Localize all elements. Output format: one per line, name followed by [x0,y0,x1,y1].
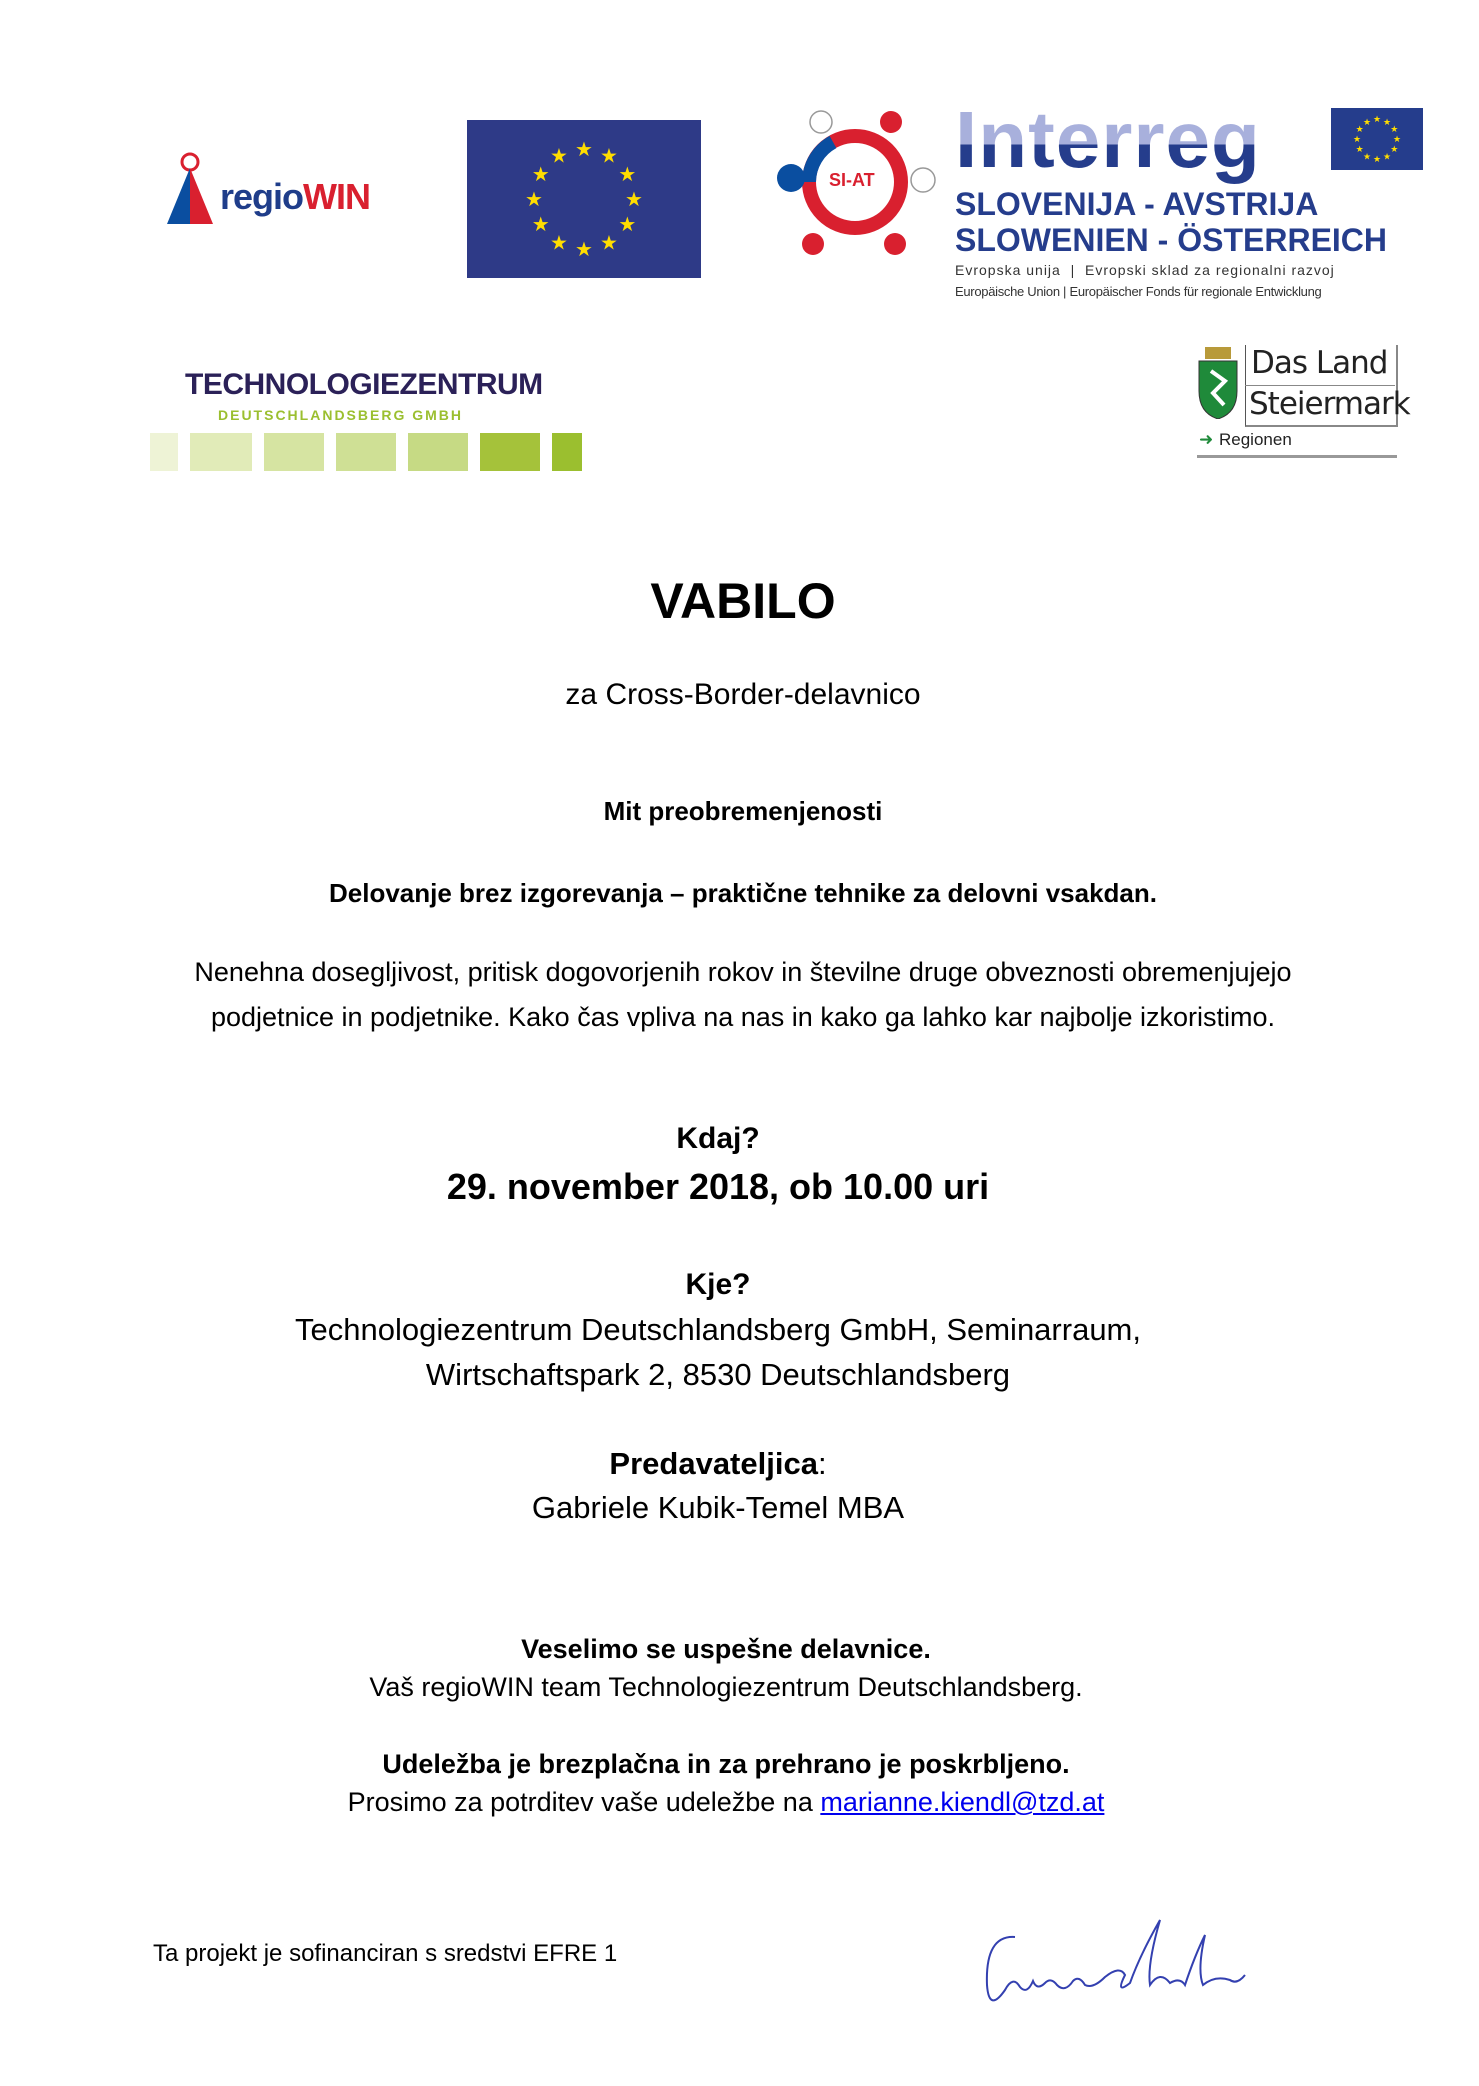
speaker-colon: : [817,1446,827,1481]
eu-star-icon: ★ [550,232,568,255]
intro-line-2: podjetnice in podjetnike. Kako čas vpliva na nas in kako ga lahko kar najbolje izkoristimo. [210,1002,1276,1032]
eu-star-icon: ★ [600,145,618,168]
eu-star-icon: ★ [618,214,637,236]
interreg-line2: SLOWENIEN - ÖSTERREICH [955,222,1388,258]
eu-star-icon: ★ [575,139,593,161]
topic: Mit preobremenjenosti [603,796,883,826]
interreg-eu-flag-icon [1331,108,1423,170]
eu-star-icon: ★ [575,239,593,261]
eu-star-icon: ★ [600,232,618,255]
eu-star-icon: ★ [1355,124,1364,135]
interreg-line1: SLOVENIJA - AVSTRIJA [955,186,1319,222]
subtitle: za Cross-Border-delavnico [565,678,921,711]
interreg-line3: Evropska unija | Evropski sklad za regionalni razvoj [955,262,1335,278]
technologiezentrum-logo [150,365,585,475]
eu-star-icon: ★ [531,164,550,186]
where-line-2: Wirtschaftspark 2, 8530 Deutschlandsberg [425,1357,1011,1392]
eu-star-icon: ★ [1355,144,1364,155]
eu-star-icon: ★ [1390,144,1399,155]
eu-star-icon: ★ [1382,151,1392,162]
when-value: 29. november 2018, ob 10.00 uri [446,1166,990,1207]
intro-line-1: Nenehna dosegljivost, pritisk dogovorjenih rokov in številne druge obveznosti obremenjujejo [194,957,1292,987]
participation-bold: Udeležba je brezplačna in za prehrano je poskrbljeno. [382,1749,1070,1779]
eu-star-icon: ★ [1382,116,1392,127]
interreg-line4: Europäische Union | Europäischer Fonds für regionale Entwicklung [955,284,1322,299]
steiermark-logo [1197,345,1410,460]
eu-star-icon: ★ [525,189,543,211]
steiermark-line1: Das Land [1251,345,1388,381]
email-link[interactable]: marianne.kiendl@tzd.at [820,1787,1105,1817]
arrow-right-icon: ➜ [1199,430,1214,449]
participation-text: Prosimo za potrditev vaše udeležbe na [347,1787,821,1817]
tzd-line1: TECHNOLOGIEZENTRUM [185,368,543,401]
steiermark-line3: Regionen [1219,430,1292,449]
eu-star-icon: ★ [625,189,643,211]
eu-star-icon: ★ [1362,151,1372,162]
closing-text: Vaš regioWIN team Technologiezentrum Deutschlandsberg. [369,1672,1083,1702]
speaker-label: Predavateljica [609,1446,818,1481]
where-label: Kje? [685,1268,751,1301]
interreg-title: Interreg [955,95,1261,184]
eu-star-icon: ★ [1372,154,1382,165]
footer-note: Ta projekt je sofinanciran s sredstvi EFRE 1 [153,1940,618,1967]
tzd-line2: DEUTSCHLANDSBERG GMBH [218,407,463,423]
si-at-text: SI-AT [829,170,875,190]
steiermark-coat-of-arms-icon [1197,347,1239,419]
participation-line [0,1787,1452,1818]
when-label: Kdaj? [676,1122,760,1155]
speaker-name: Gabriele Kubik-Temel MBA [531,1490,905,1525]
page-title: VABILO [650,573,836,629]
where-line-1: Technologiezentrum Deutschlandsberg GmbH, Seminarraum, [294,1312,1141,1347]
eu-star-icon: ★ [550,145,568,168]
eu-flag-logo [467,120,701,278]
closing-bold: Veselimo se uspešne delavnice. [521,1634,931,1664]
eu-star-icon: ★ [1362,116,1372,127]
regiowin-figure-icon [165,150,215,226]
signature [975,1915,1255,2015]
speaker-heading [0,1446,1436,1482]
si-at-logo [773,108,938,256]
eu-star-icon: ★ [531,214,550,236]
regiowin-text-b: WIN [303,176,370,217]
interreg-logo [955,95,1425,310]
headline: Delovanje brez izgorevanja – praktične tehnike za delovni vsakdan. [329,878,1157,908]
steiermark-line2: Steiermark [1249,386,1410,422]
regiowin-logo [165,150,380,230]
eu-star-icon: ★ [1352,134,1362,145]
eu-star-icon: ★ [1390,124,1399,135]
eu-star-icon: ★ [1392,134,1402,145]
eu-star-icon: ★ [1372,114,1382,125]
eu-star-icon: ★ [618,164,637,186]
regiowin-text-a: regio [220,176,304,217]
